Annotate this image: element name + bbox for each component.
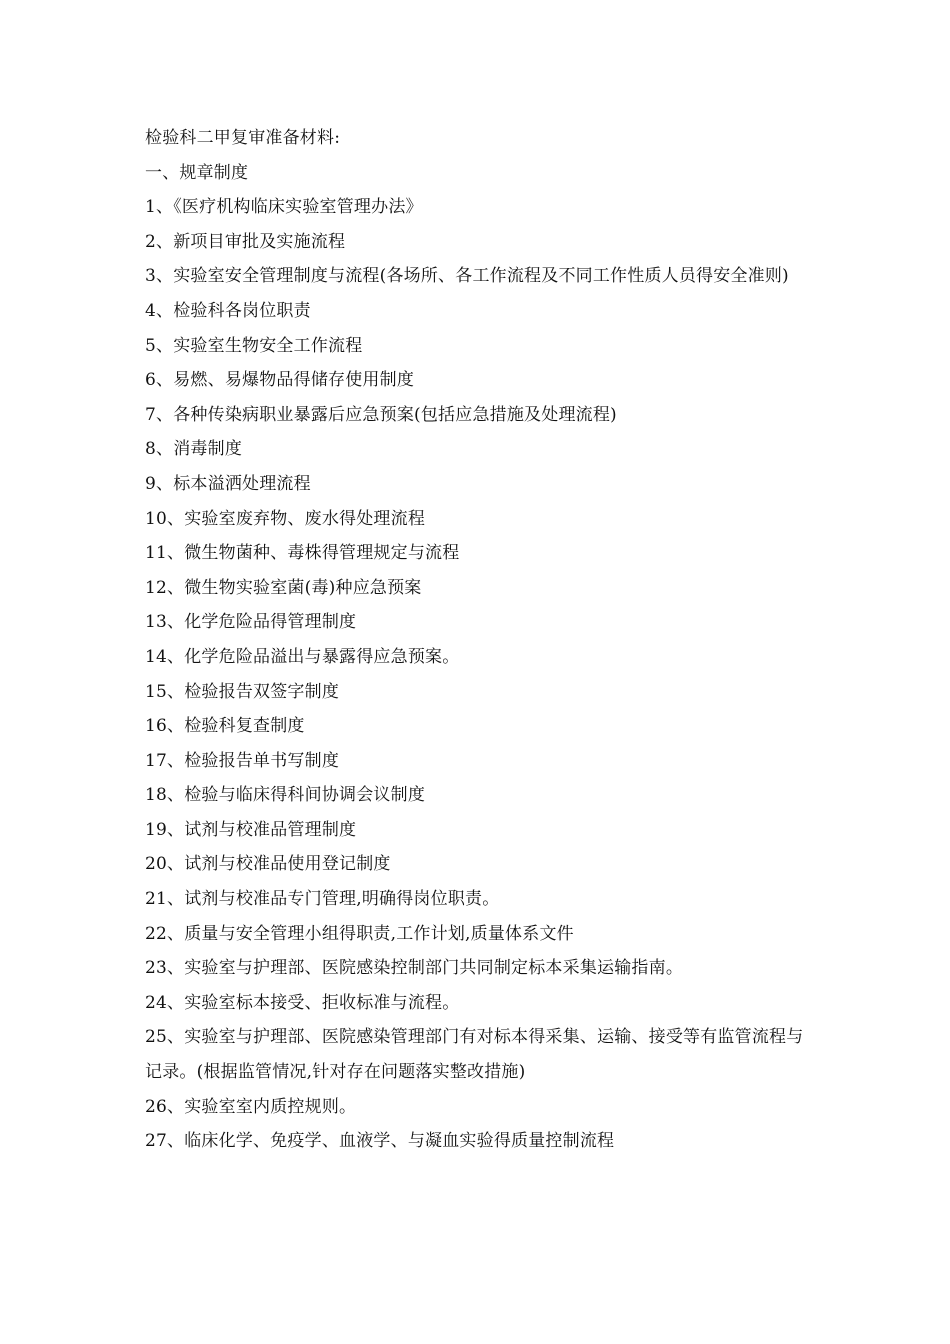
- list-item: 4、检验科各岗位职责: [145, 300, 311, 321]
- list-item: 17、检验报告单书写制度: [145, 750, 340, 771]
- list-item: 16、检验科复查制度: [145, 716, 305, 737]
- list-item: 1、《医疗机构临床实验室管理办法》: [145, 197, 423, 218]
- list-item: 22、质量与安全管理小组得职责,工作计划,质量体系文件: [145, 923, 574, 944]
- list-item: 3、实验室安全管理制度与流程(各场所、各工作流程及不同工作性质人员得安全准则): [145, 266, 789, 287]
- list-item: 21、试剂与校准品专门管理,明确得岗位职责。: [145, 889, 500, 910]
- list-item: 18、检验与临床得科间协调会议制度: [145, 785, 426, 806]
- list-item: 25、实验室与护理部、医院感染管理部门有对标本得采集、运输、接受等有监管流程与记录。(根据监管情况,针对存在问题落实整改措施): [145, 1027, 804, 1083]
- list-item: 8、消毒制度: [145, 439, 243, 460]
- list-item: 2、新项目审批及实施流程: [145, 231, 346, 252]
- list-item: 10、实验室废弃物、废水得处理流程: [145, 508, 426, 529]
- list-item: 7、各种传染病职业暴露后应急预案(包括应急措施及处理流程): [145, 404, 617, 425]
- list-item: 13、化学危险品得管理制度: [145, 612, 357, 633]
- list-item: 27、临床化学、免疫学、血液学、与凝血实验得质量控制流程: [145, 1131, 615, 1152]
- section-heading: 一、规章制度: [145, 162, 249, 183]
- document-title: 检验科二甲复审准备材料:: [145, 128, 341, 148]
- list-item: 6、易燃、易爆物品得储存使用制度: [145, 370, 415, 391]
- document-body: [145, 121, 815, 1159]
- list-item: 23、实验室与护理部、医院感染控制部门共同制定标本采集运输指南。: [145, 958, 684, 979]
- list-item: 19、试剂与校准品管理制度: [145, 819, 357, 840]
- list-item: 5、实验室生物安全工作流程: [145, 335, 363, 356]
- list-item: 24、实验室标本接受、拒收标准与流程。: [145, 992, 460, 1013]
- list-item: 12、微生物实验室菌(毒)种应急预案: [145, 577, 422, 598]
- list-item: 26、实验室室内质控规则。: [145, 1096, 357, 1117]
- list-item: 11、微生物菌种、毒株得管理规定与流程: [145, 543, 460, 564]
- list-item: 15、检验报告双签字制度: [145, 681, 340, 702]
- list-item: 14、化学危险品溢出与暴露得应急预案。: [145, 646, 460, 667]
- list-item: 20、试剂与校准品使用登记制度: [145, 854, 391, 875]
- list-item: 9、标本溢洒处理流程: [145, 473, 311, 494]
